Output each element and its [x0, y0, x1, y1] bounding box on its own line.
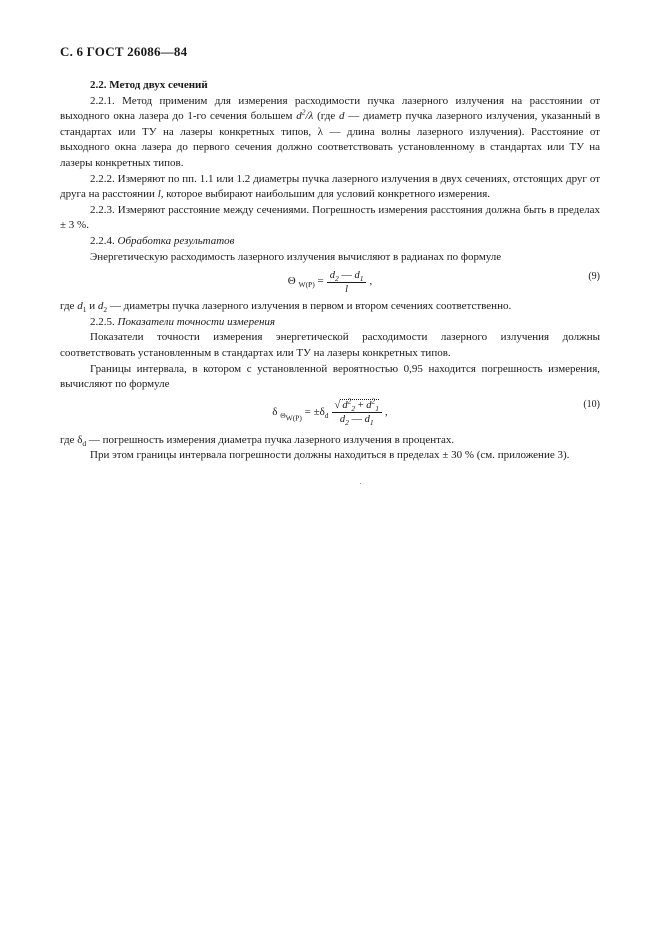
- paragraph-2-2-5-text1: Показатели точности измерения энергетической расходимости лазерного излучения должны соответствовать установленным в стандартах или ТУ на лазеры конкретных типов.: [60, 331, 600, 359]
- paragraph-2-2-3: 2.2.3. Измеряют расстояние между сечениями. Погрешность измерения расстояния должна быть в пределах ± 3 %.: [60, 203, 600, 232]
- para-text: Метод применим для измерения расходимости пучка лазерного излучения на расстоянии от выходного окна лазера до 1-го сечения большем: [60, 94, 600, 123]
- where-9: где $d_1$ и $d_2$ — диаметры пучка лазерного излучения в первом и втором сечениях соответственно.: [60, 300, 512, 315]
- paragraph-2-2-5-text2: Границы интервала, в котором с установленной вероятностью 0,95 находится погрешность измерения, вычисляют по формуле: [60, 362, 600, 391]
- paragraph-2-2-4-title: 2.2.4. Обработка результатов: [90, 234, 235, 247]
- para-number: 2.2.1.: [90, 94, 115, 107]
- inline-math-d: $d^2/\lambda$: [296, 107, 314, 123]
- paragraph-2-2-5-title: 2.2.5. Показатели точности измерения: [90, 315, 276, 328]
- page-header: С. 6 ГОСТ 26086—84: [60, 44, 188, 59]
- formula-9: Θ $_{W(P)}$ = $\frac{d_2 — d_1}{l}$ , (9): [287, 269, 600, 295]
- equation-number-9: (9): [588, 271, 600, 283]
- final-paragraph: При этом границы интервала погрешности должны находиться в пределах ± 30 % (см. приложение 3).: [90, 449, 570, 462]
- document-body: [60, 78, 600, 464]
- paragraph-2-2-4-text: Энергетическую расходимость лазерного излучения вычисляют в радианах по формуле: [90, 250, 502, 263]
- where-10: где $\delta_d$ — погрешность измерения диаметра пучка лазерного излучения в процентах.: [60, 433, 455, 448]
- equation-number-10: (10): [583, 398, 600, 410]
- formula-10: δ $_{\Theta_{W(P)}} = \pm\delta_d$ $\frac{√ d^2_2 + d^2_1}{d_2 — d_1}$ , (10): [272, 396, 600, 428]
- paragraph-2-2-2: 2.2.2. Измеряют по пп. 1.1 или 1.2 диаметры пучка лазерного излучения в двух сечениях, отстоящих друг от друга на расстоянии l, которое выбирают наибольшим для условий конкретного измерения.: [60, 172, 601, 201]
- scan-dot: [360, 483, 361, 484]
- section-2-2-heading: 2.2. Метод двух сечений: [90, 79, 208, 91]
- paragraph-2-2-1: 2.2.1. Метод применим для измерения расходимости пучка лазерного излучения на расстоянии от выходного окна лазера до 1-го сечения большем $d^2/\lambda$ (где d — диаметр пучка лазерного излучения, указанный в стандартах или ТУ на лазеры конкретных типов, λ — длина волны лазерного излучения). Расстояние от выходного окна лазера до первого сечения должно соответствовать установленному в стандартах или ТУ на лазеры конкретных типов.: [60, 94, 601, 169]
